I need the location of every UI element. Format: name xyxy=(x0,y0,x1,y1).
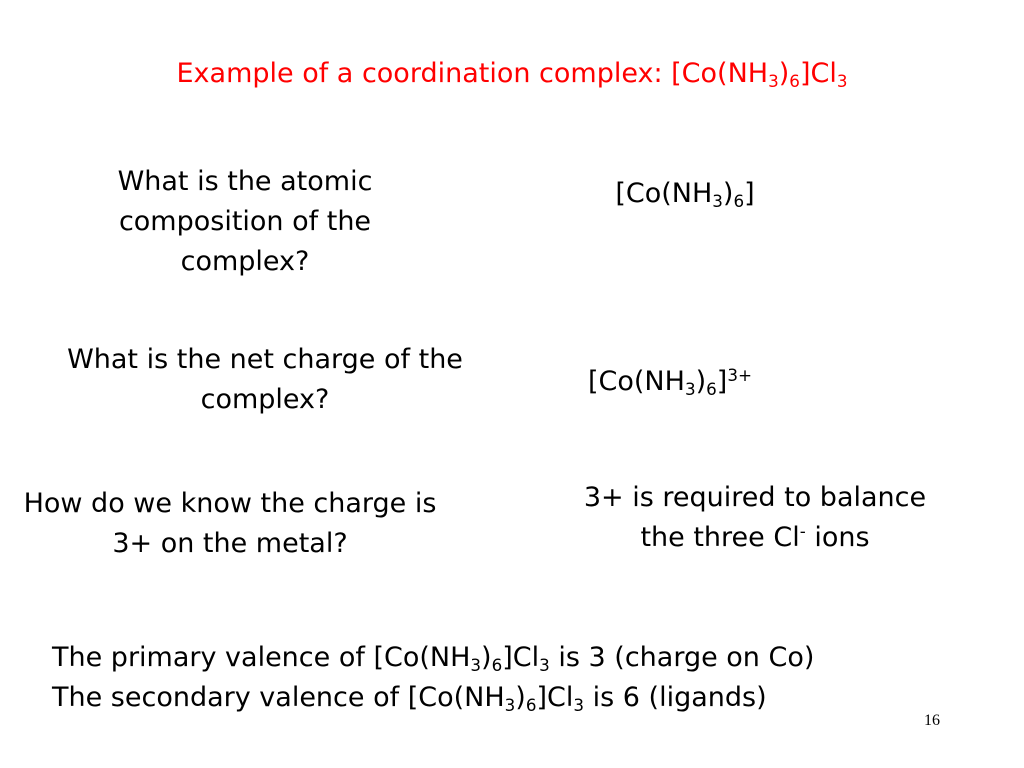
question-atomic-composition: What is the atomic composition of the complex? xyxy=(117,166,373,277)
page-number: 16 xyxy=(924,712,940,729)
secondary-valence-statement: The secondary valence of $[Co(NH_3)_6]Cl_3$ is 6 (ligands) xyxy=(52,682,767,716)
answer-metal-charge-line2: the three Cl- ions xyxy=(640,520,870,553)
answer-metal-charge xyxy=(530,478,980,558)
answer-net-charge: $[Co(NH_3)_6]^{3+}$ xyxy=(587,364,753,400)
question-net-charge: What is the net charge of the complex? xyxy=(67,344,463,415)
question-metal-charge: How do we know the charge is 3+ on the metal? xyxy=(23,488,437,559)
answer-metal-charge-line1: 3+ is required to balance xyxy=(583,482,927,513)
primary-valence-statement: The primary valence of $[Co(NH_3)_6]Cl_3$ is 3 (charge on Co) xyxy=(52,642,815,676)
answer-atomic-composition: $[Co(NH_3)_6]$ xyxy=(615,178,755,212)
slide-title: Example of a coordination complex: $[Co(NH_3)_6]Cl_3$ xyxy=(176,58,848,92)
